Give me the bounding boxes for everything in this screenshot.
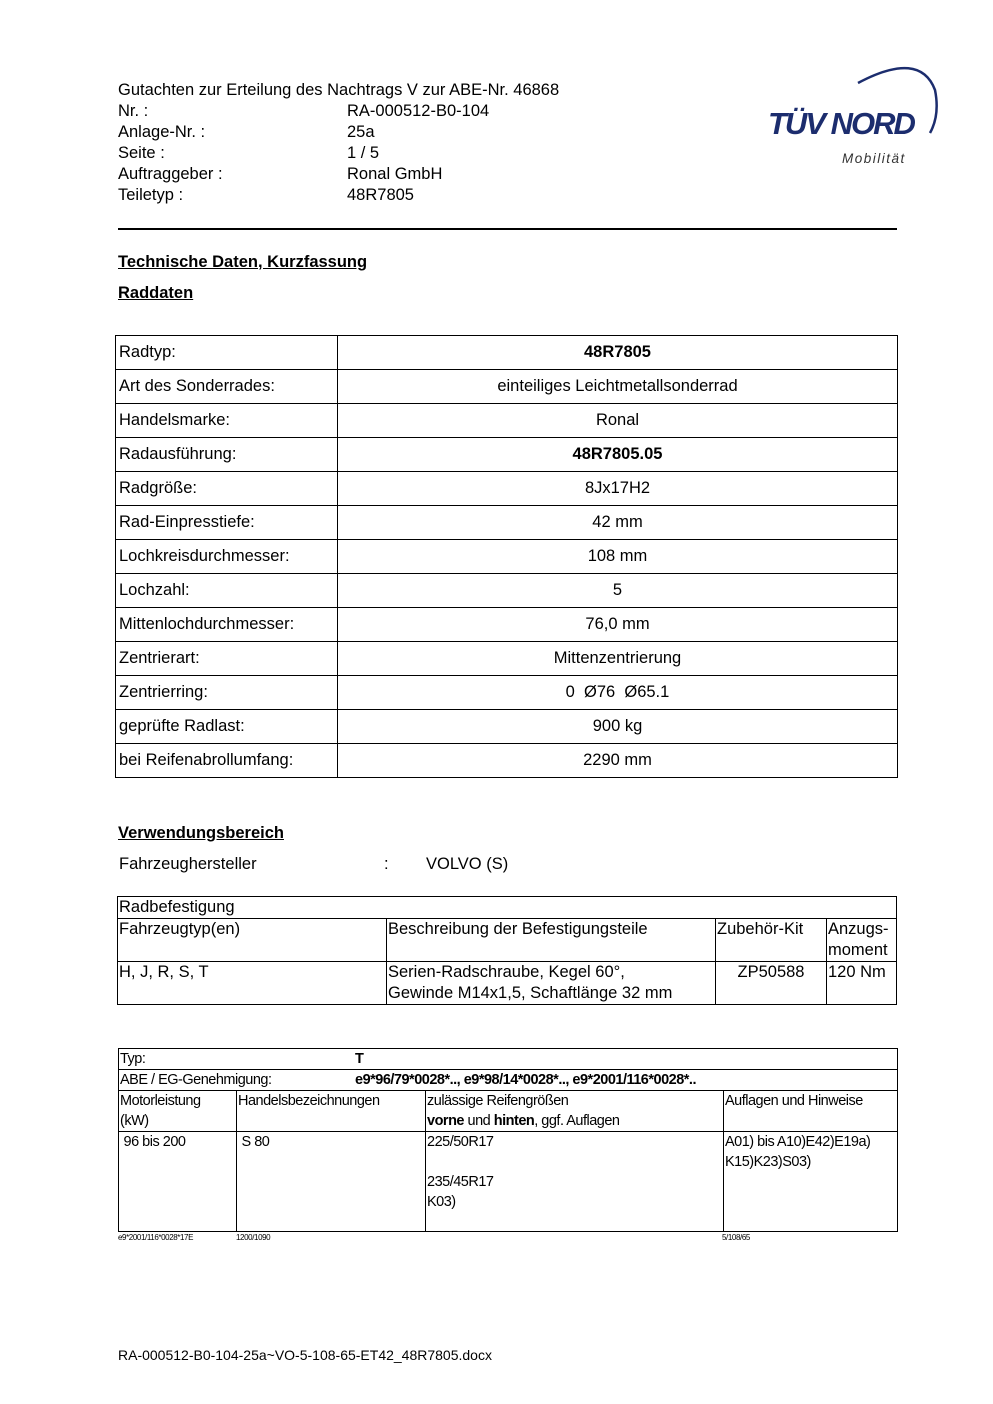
abe-row — [119, 1070, 898, 1091]
header-label: Auftraggeber : — [118, 165, 223, 183]
reifen-vorne: vorne — [427, 1113, 464, 1129]
row-label: Art des Sonderrades: — [116, 370, 338, 404]
section-heading-raddaten: Raddaten — [118, 284, 194, 302]
cell-fahrzeugtyp: H, J, R, S, T — [118, 962, 387, 1005]
col-header: Fahrzeugtyp(en) — [118, 919, 387, 962]
table-row — [119, 1132, 898, 1232]
table-row — [116, 676, 898, 710]
reifen-hinten: hinten — [493, 1113, 535, 1129]
abe-value: e9*96/79*0028*.., e9*98/14*0028*.., e9*2001/116*0028*.. — [355, 1072, 696, 1088]
reifen-und: und — [464, 1113, 494, 1129]
header-value: 48R7805 — [347, 186, 414, 204]
reifen-header-line2 — [427, 1111, 722, 1131]
header-label: Teiletyp : — [118, 186, 184, 204]
row-label: Lochzahl: — [116, 574, 338, 608]
row-label: Mittenlochdurchmesser: — [116, 608, 338, 642]
row-label: Zentrierart: — [116, 642, 338, 676]
table-row — [116, 608, 898, 642]
cell-moment: 120 Nm — [827, 962, 897, 1005]
befestigung-title: Radbefestigung — [118, 897, 897, 919]
befestigung-table — [117, 896, 897, 1005]
table-row — [116, 438, 898, 472]
row-value: 5 — [338, 574, 898, 608]
auflagen-line1: A01) bis A10)E42)E19a) — [725, 1134, 871, 1150]
row-label: Zentrierring: — [116, 676, 338, 710]
typ-row — [119, 1049, 898, 1070]
row-value: 108 mm — [338, 540, 898, 574]
table-row — [118, 919, 897, 962]
row-label: Lochkreisdurchmesser: — [116, 540, 338, 574]
row-value: 0 Ø76 Ø65.1 — [338, 676, 898, 710]
table-row — [118, 897, 897, 919]
file-name: RA-000512-B0-104-25a~VO-5-108-65-ET42_48R7805.docx — [118, 1347, 492, 1363]
typ-label: Typ: — [120, 1051, 146, 1067]
cell-handel: S 80 — [237, 1132, 426, 1232]
table-row — [116, 642, 898, 676]
typ-value: T — [355, 1051, 364, 1067]
row-value: Mittenzentrierung — [338, 642, 898, 676]
row-value: 76,0 mm — [338, 608, 898, 642]
hersteller-sep: : — [384, 855, 389, 873]
header-value: 1 / 5 — [347, 144, 380, 162]
table-row — [116, 744, 898, 778]
report-title-text: Gutachten zur Erteilung des Nachtrags V zur ABE-Nr. 46868 — [118, 81, 560, 99]
section-heading-verwendung: Verwendungsbereich — [118, 824, 284, 842]
col-header-auflagen: Auflagen und Hinweise — [724, 1091, 898, 1132]
col-header-reifen — [426, 1091, 724, 1132]
col-header-handel: Handelsbezeichnungen — [237, 1091, 426, 1132]
footer-bolt-code: 5/108/65 — [722, 1233, 750, 1242]
reifen-235: 235/45R17 — [427, 1174, 494, 1190]
header-divider — [118, 228, 897, 230]
col-header: Anzugs- moment — [827, 919, 897, 962]
reifen-rest: , ggf. Auflagen — [534, 1113, 620, 1129]
row-label: Rad-Einpresstiefe: — [116, 506, 338, 540]
logo-subtitle: Mobilität — [842, 151, 906, 166]
row-label: Radgröße: — [116, 472, 338, 506]
row-value: 48R7805 — [338, 336, 898, 370]
typ-table — [118, 1048, 898, 1232]
logo-brand: TÜV NORD — [768, 106, 914, 141]
row-label: geprüfte Radlast: — [116, 710, 338, 744]
row-value: 900 kg — [338, 710, 898, 744]
row-label: Handelsmarke: — [116, 404, 338, 438]
row-value: Ronal — [338, 404, 898, 438]
abe-label: ABE / EG-Genehmigung: — [120, 1072, 272, 1088]
cell-beschreibung: Serien-Radschraube, Kegel 60°, Gewinde M14x1,5, Schaftlänge 32 mm — [387, 962, 716, 1005]
hersteller-value: VOLVO (S) — [426, 855, 509, 873]
cell-auflagen — [724, 1132, 898, 1232]
table-row — [119, 1091, 898, 1132]
row-value: 8Jx17H2 — [338, 472, 898, 506]
header-label: Seite : — [118, 144, 165, 162]
cell-reifen — [426, 1132, 724, 1232]
raddaten-table — [115, 335, 898, 778]
cell-leistung: 96 bis 200 — [119, 1132, 237, 1232]
footer-weight-code: 1200/1090 — [236, 1233, 271, 1242]
col-header: Beschreibung der Befestigungsteile — [387, 919, 716, 962]
table-row — [116, 710, 898, 744]
row-label: Radausführung: — [116, 438, 338, 472]
row-value: 42 mm — [338, 506, 898, 540]
header-value: Ronal GmbH — [347, 165, 443, 183]
table-row — [119, 1049, 898, 1070]
row-label: Radtyp: — [116, 336, 338, 370]
row-value: einteiliges Leichtmetallsonderrad — [338, 370, 898, 404]
row-label: bei Reifenabrollumfang: — [116, 744, 338, 778]
reifen-225: 225/50R17 — [427, 1134, 494, 1150]
row-value: 2290 mm — [338, 744, 898, 778]
section-heading-tech: Technische Daten, Kurzfassung — [118, 253, 368, 271]
header-label: Nr. : — [118, 102, 149, 120]
table-row — [116, 336, 898, 370]
header-value: RA-000512-B0-104 — [347, 102, 490, 120]
row-value: 48R7805.05 — [338, 438, 898, 472]
table-row — [116, 574, 898, 608]
table-row — [119, 1070, 898, 1091]
reifen-header-line1: zulässige Reifengrößen — [427, 1093, 569, 1109]
table-row — [116, 370, 898, 404]
col-header: Zubehör-Kit — [716, 919, 827, 962]
table-row — [116, 472, 898, 506]
hersteller-label: Fahrzeughersteller — [119, 855, 257, 873]
table-row — [118, 962, 897, 1005]
table-row — [116, 404, 898, 438]
col-header-leistung: Motorleistung (kW) — [119, 1091, 237, 1132]
header-value: 25a — [347, 123, 375, 141]
reifen-auflage: K03) — [427, 1194, 456, 1210]
table-row — [116, 540, 898, 574]
cell-kit: ZP50588 — [716, 962, 827, 1005]
footer-approval-code: e9*2001/116*0028*17E — [118, 1233, 194, 1242]
header-label: Anlage-Nr. : — [118, 123, 206, 141]
auflagen-line2: K15)K23)S03) — [725, 1154, 811, 1170]
table-row — [116, 506, 898, 540]
